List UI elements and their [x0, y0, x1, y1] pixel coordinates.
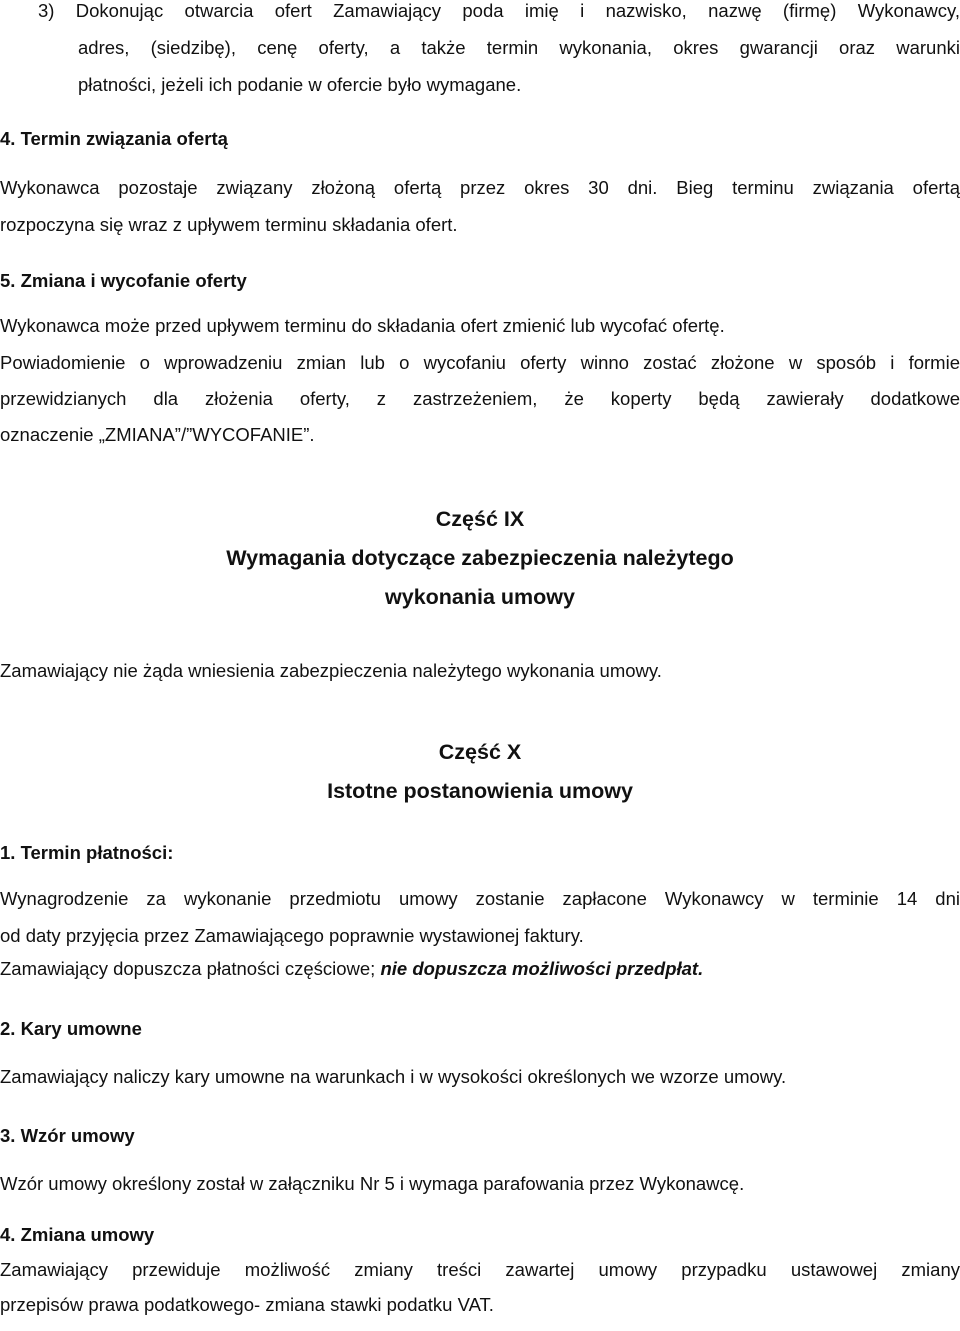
payment-heading: 1. Termin płatności: — [0, 842, 174, 863]
part-9-title: Część IX — [435, 507, 525, 531]
template-text: Wzór umowy określony został w załączniku Nr 5 i wymaga parafowania przez Wykonawcę. — [0, 1173, 745, 1194]
payment-emphasis: nie dopuszcza możliwości przedpłat. — [380, 958, 704, 979]
section-4-heading: 4. Termin związania ofertą — [0, 128, 228, 149]
item-3-line-2: adres, (siedzibę), cenę oferty, a także termin wykonania, okres gwarancji oraz warunki — [78, 37, 960, 58]
part-9-subtitle-line-1: Wymagania dotyczące zabezpieczenia należytego — [226, 546, 734, 570]
part-9-subtitle-line-2: wykonania umowy — [385, 585, 575, 609]
amendment-heading: 4. Zmiana umowy — [0, 1224, 155, 1245]
section-4-paragraph — [0, 177, 960, 251]
payment-partial-text: Zamawiający dopuszcza płatności częściowe; — [0, 958, 381, 979]
section-5-line-4: oznaczenie „ZMIANA”/”WYCOFANIE”. — [0, 424, 315, 445]
payment-paragraph — [0, 888, 960, 995]
penalties-text: Zamawiający naliczy kary umowne na warunkach i w wysokości określonych we wzorze umowy. — [0, 1066, 787, 1087]
section-5-paragraph — [0, 315, 960, 461]
part-9-text: Zamawiający nie żąda wniesienia zabezpieczenia należytego wykonania umowy. — [0, 660, 662, 681]
template-heading: 3. Wzór umowy — [0, 1125, 135, 1146]
section-5-heading: 5. Zmiana i wycofanie oferty — [0, 270, 247, 291]
item-3-paragraph — [0, 0, 960, 111]
item-3-line-3: płatności, jeżeli ich podanie w ofercie było wymagane. — [78, 74, 522, 95]
part-10-title: Część X — [438, 740, 522, 764]
section-5-line-2: Powiadomienie o wprowadzeniu zmian lub o wycofaniu oferty winno zostać złożone w sposób i formie — [0, 352, 960, 373]
amendment-paragraph — [0, 1259, 960, 1331]
payment-line-3 — [0, 958, 960, 995]
item-3-line-1: 3) Dokonując otwarcia ofert Zamawiający poda imię i nazwisko, nazwę (firmę) Wykonawcy, — [38, 0, 960, 21]
penalties-heading: 2. Kary umowne — [0, 1018, 142, 1039]
payment-line-1: Wynagrodzenie za wykonanie przedmiotu umowy zostanie zapłacone Wykonawcy w terminie 14 dni — [0, 888, 960, 909]
payment-line-2: od daty przyjęcia przez Zamawiającego poprawnie wystawionej faktury. — [0, 925, 584, 946]
amendment-line-2: przepisów prawa podatkowego- zmiana stawki podatku VAT. — [0, 1294, 494, 1315]
section-4-line-1: Wykonawca pozostaje związany złożoną ofertą przez okres 30 dni. Bieg terminu związania ofertą — [0, 177, 960, 198]
amendment-line-1: Zamawiający przewiduje możliwość zmiany treści zawartej umowy przypadku ustawowej zmiany — [0, 1259, 960, 1280]
section-4-line-2: rozpoczyna się wraz z upływem terminu składania ofert. — [0, 214, 458, 235]
section-5-line-3: przewidzianych dla złożenia oferty, z zastrzeżeniem, że koperty będą zawierały dodatkowe — [0, 388, 960, 409]
section-5-line-1: Wykonawca może przed upływem terminu do składania ofert zmienić lub wycofać ofertę. — [0, 315, 725, 336]
part-10-subtitle: Istotne postanowienia umowy — [327, 779, 633, 803]
